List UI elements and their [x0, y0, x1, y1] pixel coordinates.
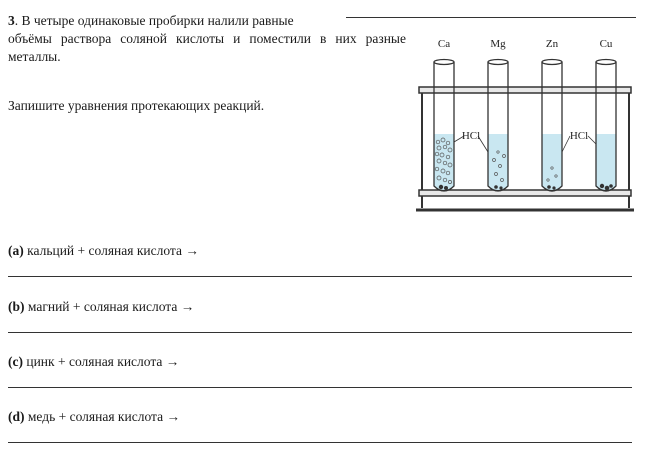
test-tubes	[434, 60, 616, 192]
question-a	[8, 243, 199, 259]
answer-line-a[interactable]	[8, 276, 632, 277]
answer-line-b[interactable]	[8, 332, 632, 333]
test-tubes-figure	[412, 30, 646, 220]
task-statement	[8, 12, 406, 66]
metal-label-ca: Ca	[437, 38, 451, 50]
metal-label-cu: Cu	[599, 38, 613, 50]
metal-label-zn: Zn	[545, 38, 559, 50]
task-text-line1: . В четыре одинаковые пробирки налили равные	[14, 13, 294, 28]
acid-solution	[434, 134, 616, 190]
metal-label-mg: Mg	[490, 38, 506, 50]
hcl-label-left: HCl	[461, 130, 481, 142]
question-c-text: цинк + соляная кислота →	[22, 354, 180, 369]
task-text-rest: объёмы раствора соляной кислоты и поместили в них разные металлы.	[8, 31, 406, 64]
question-b	[8, 299, 194, 315]
task-number: 3	[8, 13, 15, 28]
question-c-label: (c)	[8, 354, 23, 369]
question-d-label: (d)	[8, 409, 25, 424]
question-a-text: кальций + соляная кислота →	[23, 243, 199, 258]
question-b-label: (b)	[8, 299, 25, 314]
hcl-label-right: HCl	[569, 130, 589, 142]
question-b-text: магний + соляная кислота →	[24, 299, 195, 314]
answer-line-d[interactable]	[8, 442, 632, 443]
question-d-text: медь + соляная кислота →	[24, 409, 180, 424]
task-instruction: Запишите уравнения протекающих реакций.	[8, 98, 265, 113]
question-d	[8, 409, 180, 425]
question-a-label: (a)	[8, 243, 24, 258]
answer-line-c[interactable]	[8, 387, 632, 388]
question-c	[8, 354, 179, 370]
